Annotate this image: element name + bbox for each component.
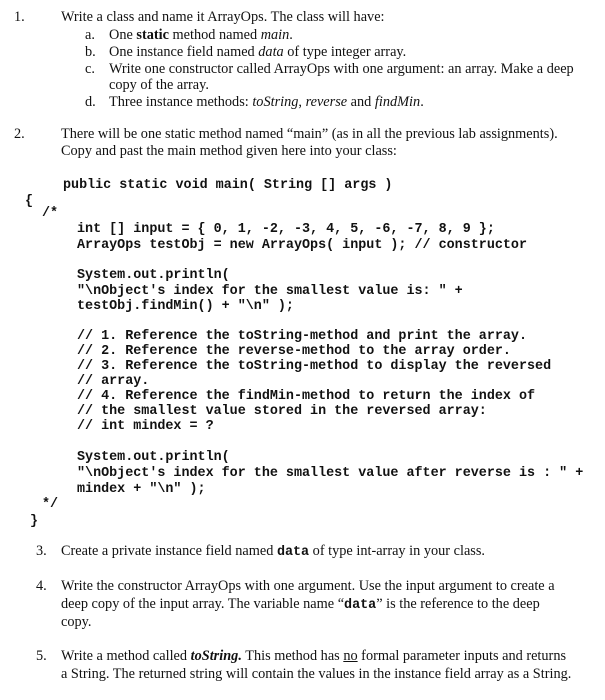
code-line-step-4: // 4. Reference the findMin-method to return the index of [77, 389, 536, 404]
code-line-println-2: System.out.println( [77, 450, 230, 465]
item-5-line2: a String. The returned string will contain the values in the instance field array as a String. [61, 666, 572, 682]
code-line-step-3b: // array. [77, 374, 150, 389]
item-4-line3: copy. [61, 614, 92, 630]
code-line-comment-close: */ [42, 497, 59, 512]
item-1b-text: One instance field named data of type integer array. [109, 44, 407, 60]
item-1c-line1: Write one constructor called ArrayOps with one argument: an array. Make a deep [109, 61, 574, 77]
item-1c-line2: copy of the array. [109, 77, 209, 93]
code-line-open-brace: { [25, 194, 34, 209]
item-2-line2: Copy and past the main method given here into your class: [61, 143, 397, 159]
code-line-findmin: testObj.findMin() + "\n" ); [77, 299, 294, 314]
item-2-number: 2. [14, 126, 25, 142]
item-1-text: Write a class and name it ArrayOps. The class will have: [61, 9, 385, 25]
code-line-println-1: System.out.println( [77, 268, 230, 283]
item-5-number: 5. [36, 648, 47, 664]
item-5-line1: Write a method called toString. This method has no formal parameter inputs and returns [61, 648, 567, 664]
item-1-number: 1. [14, 9, 25, 25]
code-line-close-brace: } [30, 514, 39, 529]
item-4-line2: deep copy of the input array. The variable name “data” is the reference to the deep [61, 596, 540, 613]
code-line-signature: public static void main( String [] args ) [63, 178, 393, 193]
code-line-step-3: // 3. Reference the toString-method to display the reversed [77, 359, 552, 374]
code-line-step-4b: // the smallest value stored in the reversed array: [77, 404, 487, 419]
item-1d-letter: d. [85, 94, 96, 110]
code-line-step-1: // 1. Reference the toString-method and print the array. [77, 329, 527, 344]
code-line-step-2: // 2. Reference the reverse-method to the array order. [77, 344, 511, 359]
code-line-string-1: "\nObject's index for the smallest value is: " + [77, 284, 463, 299]
item-1d-text: Three instance methods: toString, reverse and findMin. [109, 94, 424, 110]
item-4-number: 4. [36, 578, 47, 594]
item-1a-text: One static method named main. [109, 27, 293, 43]
code-line-string-2: "\nObject's index for the smallest value after reverse is : " + [77, 466, 584, 481]
item-1b-letter: b. [85, 44, 96, 60]
code-line-mindex: mindex + "\n" ); [77, 482, 206, 497]
code-line-input: int [] input = { 0, 1, -2, -3, 4, 5, -6, -7, 8, 9 }; [77, 222, 495, 237]
item-4-line1: Write the constructor ArrayOps with one argument. Use the input argument to create a [61, 578, 555, 594]
code-line-step-4c: // int mindex = ? [77, 419, 214, 434]
item-1c-letter: c. [85, 61, 95, 77]
code-line-testobj: ArrayOps testObj = new ArrayOps( input ); // constructor [77, 238, 527, 253]
item-3-text: Create a private instance field named data of type int-array in your class. [61, 543, 485, 560]
item-2-line1: There will be one static method named “main” (as in all the previous lab assignments). [61, 126, 558, 142]
code-line-comment-open: /* [42, 206, 59, 221]
item-1a-letter: a. [85, 27, 95, 43]
item-3-number: 3. [36, 543, 47, 559]
